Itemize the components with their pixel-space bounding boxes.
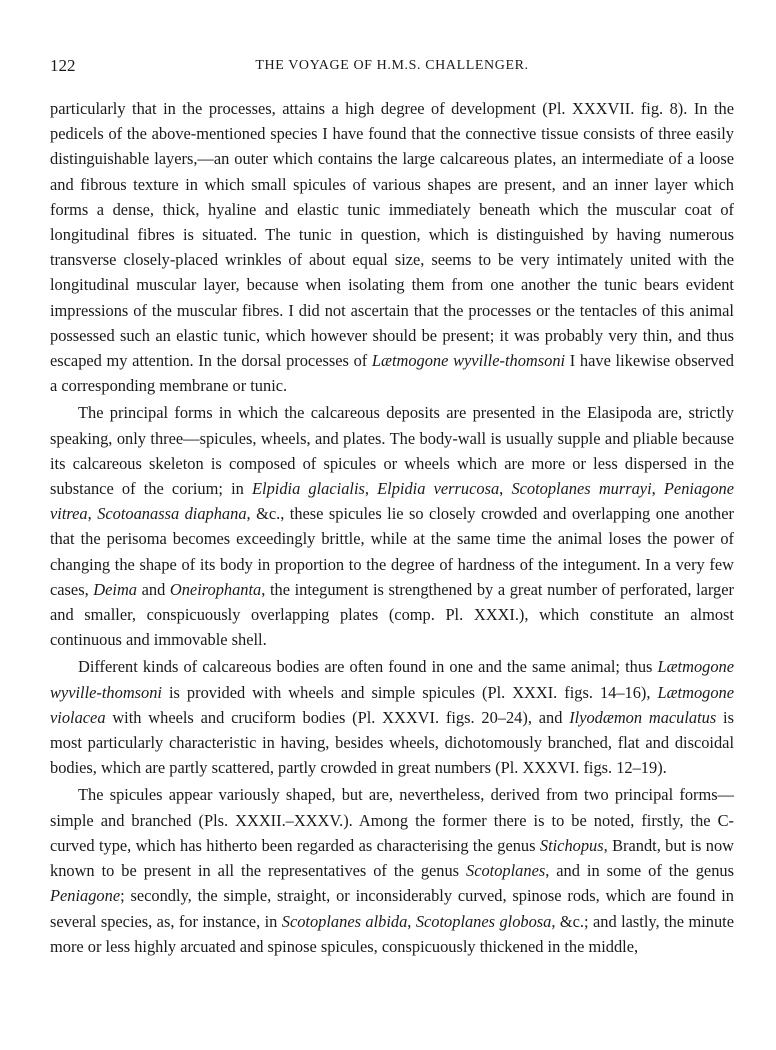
italic-taxon: Lætmogone wyville-thomsoni — [50, 657, 734, 702]
italic-taxon: Scotoplanes murrayi — [511, 479, 652, 499]
italic-taxon: Oneirophanta — [169, 579, 262, 599]
italic-taxon: Lætmogone violacea — [50, 682, 734, 727]
body-text — [50, 96, 734, 959]
italic-taxon: Deima — [93, 579, 137, 599]
text-run: particularly that in the processes, attains a high degree of development (Pl. XXXVII. fig. 8). In the pedicels of the above-mentioned species I have found that the connective tissue consists of three easily distinguishable layers,—an outer which contains the large calcareous plates, an intermediate of a loose and fibrous texture in which small spicules of various shapes are present, and an inner layer which forms a dense, thick, hyaline and elastic tunic immediately beneath which the muscular coat of longitudinal fibres is situated. The tunic in question, which is distinguished by having numerous transverse closely-placed wrinkles of about equal size, seems to be very intimately united with the longitudinal muscular layer, because when isolating them from one another the tunic bears evident impressions of the muscular fibres. I did not ascertain that the processes or the tentacles of this animal possessed such an elastic tunic, which however should be present; it was probably very thin, and thus escaped my attention. In the dorsal processes of — [50, 99, 734, 371]
text-run: , — [87, 504, 98, 524]
italic-taxon: Peniagone — [50, 886, 121, 906]
italic-taxon: Lætmogone wyville-thomsoni — [371, 351, 566, 371]
text-run: The spicules appear variously shaped, but are, nevertheless, derived from two principal forms—simple and branched (Pls. XXXII.–XXXV.). Among the former there is to be noted, firstly, the C-curved type, which has hitherto been regarded as characterising the genus — [50, 785, 734, 855]
text-run: Different kinds of calcareous bodies are often found in one and the same animal; thus — [78, 657, 658, 677]
italic-taxon: Stichopus — [539, 835, 604, 855]
text-run: , — [407, 911, 416, 931]
italic-taxon: Scotoplanes globosa — [415, 911, 552, 931]
paragraph-4 — [50, 782, 734, 958]
text-run: , — [499, 479, 512, 499]
text-run: , &c.; and lastly, the minute more or less highly arcuated and spinose spicules, conspicuously thickened in the middle, — [50, 911, 734, 956]
text-run: and — [137, 579, 170, 599]
italic-taxon: Elpidia glacialis — [252, 479, 365, 499]
text-run: , Brandt, but is now known to be present in all the representatives of the genus — [50, 835, 734, 881]
text-run: with wheels and cruciform bodies (Pl. XXXVI. figs. 20–24), and — [105, 707, 570, 727]
running-title: THE VOYAGE OF H.M.S. CHALLENGER. — [255, 58, 529, 73]
text-run: is provided with wheels and simple spicules (Pl. XXXI. figs. 14–16), — [161, 682, 658, 702]
paragraph-1 — [50, 96, 734, 398]
text-run: I have likewise observed a corresponding membrane or tunic. — [50, 351, 734, 396]
text-run: is most particularly characteristic in having, besides wheels, dichotomously branched, flat and discoidal bodies, which are partly scattered, partly crowded in great numbers (Pl. XXXVI. figs. 12–19). — [50, 707, 734, 778]
italic-taxon: Elpidia verrucosa — [377, 479, 500, 499]
text-run: , and in some of the genus — [545, 861, 734, 881]
paragraph-3 — [50, 654, 734, 780]
text-run: , — [651, 479, 664, 499]
italic-taxon: Peniagone vitrea — [50, 479, 735, 524]
text-run: The principal forms in which the calcareous deposits are presented in the Elasipoda are, strictly speaking, only three—spicules, wheels, and plates. The body-wall is usually supple and pliable because its calcareous skeleton is composed of spicules or wheels which are more or less dispersed in the substance of the corium; in — [50, 403, 734, 499]
paragraph-2 — [50, 400, 734, 652]
italic-taxon: Ilyodæmon maculatus — [569, 707, 717, 727]
text-run: , the integument is strengthened by a great number of perforated, larger and smaller, conspicuously overlapping plates (comp. Pl. XXXI.), which constitute an almost continuous and immovable shell. — [50, 579, 734, 650]
italic-taxon: Scotoplanes albida — [281, 911, 408, 931]
running-header — [50, 52, 734, 82]
italic-taxon: Scotoplanes — [466, 861, 546, 881]
text-run: ; secondly, the simple, straight, or inconsiderably curved, spinose rods, which are found in several species, as, for instance, in — [50, 886, 734, 931]
text-run: , &c., these spicules lie so closely crowded and overlapping one another that the perisoma becomes exceedingly brittle, while at the same time the animal loses the power of changing the shape of its body in proportion to the degree of hardness of the integument. In a very few cases, — [50, 504, 734, 599]
text-run: , — [364, 479, 378, 499]
page-number: 122 — [50, 56, 76, 75]
italic-taxon: Scotoanassa diaphana — [97, 504, 247, 524]
document-page — [50, 52, 734, 959]
